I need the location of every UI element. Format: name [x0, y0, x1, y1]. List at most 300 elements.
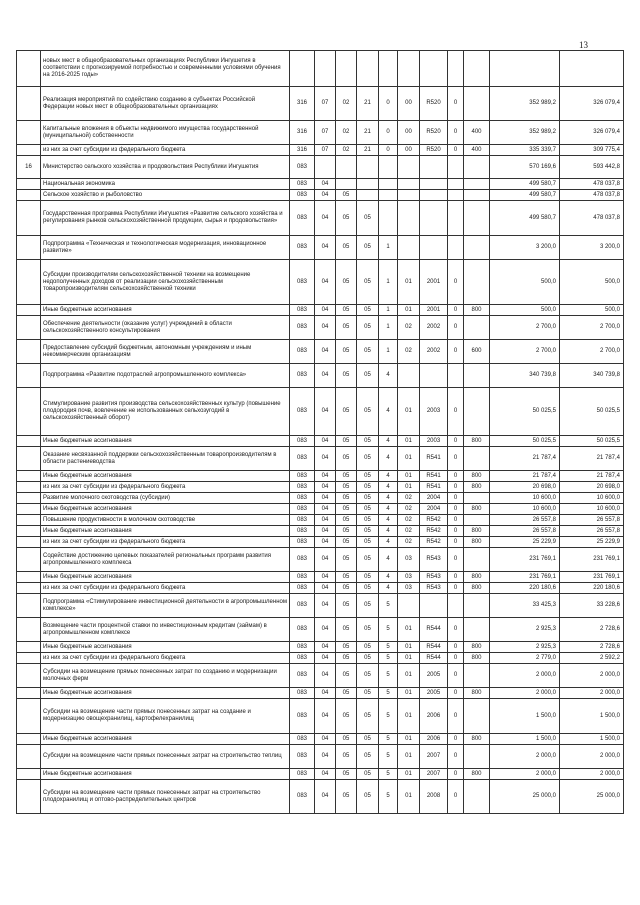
code-direction: R543: [420, 548, 448, 572]
amount-2020: 500,0: [560, 305, 624, 316]
code-digit: 0: [448, 526, 464, 537]
row-number: [17, 699, 41, 734]
table-row: [17, 653, 624, 664]
amount-2019: 50 025,5: [490, 436, 560, 447]
code-subsection: 05: [336, 618, 357, 642]
code-section: 04: [315, 699, 336, 734]
row-name: Иные бюджетные ассигнования: [41, 471, 290, 482]
code-subprogram: 4: [379, 583, 398, 594]
code-digit: 0: [448, 699, 464, 734]
code-subsection: 05: [336, 471, 357, 482]
row-name: Министерство сельского хозяйства и продовольствия Республики Ингушетия: [41, 156, 290, 179]
table-row: [17, 156, 624, 179]
code-event: 02: [398, 526, 420, 537]
code-digit: [448, 201, 464, 236]
amount-2020: 2 000,0: [560, 745, 624, 769]
code-digit: 0: [448, 537, 464, 548]
code-subprogram: 4: [379, 504, 398, 515]
row-number: [17, 201, 41, 236]
amount-2020: 25 000,0: [560, 780, 624, 814]
code-expense-type: 800: [464, 537, 490, 548]
code-program: 05: [357, 699, 379, 734]
code-digit: 0: [448, 87, 464, 121]
code-subprogram: 4: [379, 447, 398, 471]
code-ministry: 083: [290, 471, 315, 482]
code-expense-type: [464, 447, 490, 471]
row-number: [17, 121, 41, 145]
code-expense-type: [464, 190, 490, 201]
code-expense-type: 800: [464, 504, 490, 515]
code-direction: 2008: [420, 780, 448, 814]
code-section: 07: [315, 145, 336, 156]
code-subsection: 05: [336, 583, 357, 594]
amount-2019: 50 025,5: [490, 388, 560, 436]
amount-2020: 478 037,8: [560, 201, 624, 236]
row-number: [17, 572, 41, 583]
code-program: 05: [357, 436, 379, 447]
code-subprogram: 5: [379, 745, 398, 769]
code-event: [398, 201, 420, 236]
code-digit: 0: [448, 504, 464, 515]
table-row: [17, 699, 624, 734]
code-section: 04: [315, 236, 336, 260]
row-name: Субсидии на возмещение части прямых понесенных затрат на создание и модернизацию овощехранилищ, картофелехранилищ: [41, 699, 290, 734]
code-ministry: 083: [290, 156, 315, 179]
code-subprogram: 1: [379, 305, 398, 316]
amount-2019: 352 989,2: [490, 87, 560, 121]
code-ministry: 083: [290, 493, 315, 504]
amount-2019: 500,0: [490, 305, 560, 316]
code-event: [398, 156, 420, 179]
code-expense-type: [464, 87, 490, 121]
table-row: [17, 769, 624, 780]
code-expense-type: [464, 179, 490, 190]
table-row: [17, 664, 624, 688]
code-direction: R520: [420, 87, 448, 121]
amount-2020: 20 698,0: [560, 482, 624, 493]
code-subsection: 05: [336, 688, 357, 699]
amount-2020: 2 000,0: [560, 664, 624, 688]
code-subprogram: 5: [379, 688, 398, 699]
table-row: [17, 388, 624, 436]
row-number: [17, 745, 41, 769]
code-program: 05: [357, 305, 379, 316]
code-program: 05: [357, 688, 379, 699]
code-ministry: 083: [290, 653, 315, 664]
code-ministry: 316: [290, 121, 315, 145]
code-subsection: 05: [336, 388, 357, 436]
code-ministry: 083: [290, 179, 315, 190]
amount-2020: 2 700,0: [560, 340, 624, 364]
code-event: 01: [398, 436, 420, 447]
code-ministry: 316: [290, 87, 315, 121]
row-name: из них за счет субсидии из федерального бюджета: [41, 145, 290, 156]
code-digit: 0: [448, 572, 464, 583]
table-row: [17, 572, 624, 583]
amount-2019: 2 925,3: [490, 642, 560, 653]
budget-table: [16, 50, 624, 814]
code-section: 04: [315, 179, 336, 190]
code-section: 04: [315, 504, 336, 515]
code-ministry: 083: [290, 364, 315, 388]
table-row: [17, 340, 624, 364]
amount-2019: 220 180,6: [490, 583, 560, 594]
code-program: 05: [357, 471, 379, 482]
code-expense-type: [464, 699, 490, 734]
code-direction: R541: [420, 482, 448, 493]
code-subprogram: 0: [379, 145, 398, 156]
row-number: [17, 769, 41, 780]
amount-2019: 499 580,7: [490, 190, 560, 201]
row-name: Субсидии на возмещение прямых понесенных затрат по созданию и модернизации молочных ферм: [41, 664, 290, 688]
code-subsection: 05: [336, 364, 357, 388]
code-subsection: 05: [336, 572, 357, 583]
code-event: 01: [398, 653, 420, 664]
code-section: 04: [315, 515, 336, 526]
code-expense-type: [464, 316, 490, 340]
code-section: 04: [315, 471, 336, 482]
code-ministry: 083: [290, 583, 315, 594]
amount-2019: 2 779,0: [490, 653, 560, 664]
code-expense-type: 400: [464, 145, 490, 156]
code-subsection: 05: [336, 236, 357, 260]
code-direction: 2001: [420, 305, 448, 316]
code-section: 04: [315, 482, 336, 493]
amount-2019: 10 600,0: [490, 504, 560, 515]
code-digit: 0: [448, 653, 464, 664]
code-event: 02: [398, 493, 420, 504]
code-ministry: 083: [290, 618, 315, 642]
code-event: 01: [398, 664, 420, 688]
code-section: 04: [315, 305, 336, 316]
code-direction: [420, 190, 448, 201]
row-number: [17, 364, 41, 388]
code-ministry: 083: [290, 572, 315, 583]
amount-2019: 26 557,8: [490, 515, 560, 526]
row-number: [17, 236, 41, 260]
code-direction: R542: [420, 515, 448, 526]
code-subprogram: 0: [379, 121, 398, 145]
code-section: 04: [315, 340, 336, 364]
code-section: 04: [315, 526, 336, 537]
code-expense-type: 800: [464, 642, 490, 653]
code-subsection: 05: [336, 504, 357, 515]
code-subprogram: 1: [379, 236, 398, 260]
code-event: 01: [398, 699, 420, 734]
amount-2020: 2 700,0: [560, 316, 624, 340]
row-number: [17, 515, 41, 526]
code-expense-type: 800: [464, 482, 490, 493]
code-digit: 0: [448, 121, 464, 145]
amount-2020: 50 025,5: [560, 436, 624, 447]
code-subprogram: 5: [379, 618, 398, 642]
code-event: 01: [398, 482, 420, 493]
code-direction: 2006: [420, 734, 448, 745]
code-event: [398, 236, 420, 260]
code-subprogram: 5: [379, 664, 398, 688]
code-section: 04: [315, 436, 336, 447]
code-expense-type: 800: [464, 769, 490, 780]
code-subsection: 05: [336, 664, 357, 688]
row-name: Иные бюджетные ассигнования: [41, 642, 290, 653]
row-number: [17, 51, 41, 87]
row-number: [17, 583, 41, 594]
table-row: [17, 504, 624, 515]
code-subprogram: 4: [379, 572, 398, 583]
code-direction: R520: [420, 121, 448, 145]
code-subsection: 05: [336, 653, 357, 664]
row-name: Государственная программа Республики Ингушетия «Развитие сельского хозяйства и регулирования рынков сельскохозяйственной продукции, сырья и продовольствия»: [41, 201, 290, 236]
amount-2019: 335 339,7: [490, 145, 560, 156]
code-expense-type: [464, 388, 490, 436]
code-section: 04: [315, 618, 336, 642]
code-expense-type: [464, 493, 490, 504]
row-name: Подпрограмма «Стимулирование инвестиционной деятельности в агропромышленном комплексе»: [41, 594, 290, 618]
code-program: 05: [357, 780, 379, 814]
row-number: [17, 471, 41, 482]
code-program: 05: [357, 664, 379, 688]
table-row: [17, 305, 624, 316]
code-event: 01: [398, 388, 420, 436]
amount-2020: 2 728,6: [560, 618, 624, 642]
code-section: 04: [315, 583, 336, 594]
code-program: 05: [357, 388, 379, 436]
code-section: 04: [315, 653, 336, 664]
code-digit: 0: [448, 642, 464, 653]
table-row: [17, 493, 624, 504]
code-digit: 0: [448, 664, 464, 688]
code-direction: [420, 156, 448, 179]
row-name: Предоставление субсидий бюджетным, автономным учреждениям и иным некоммерческим организациям: [41, 340, 290, 364]
row-number: [17, 447, 41, 471]
row-name: Субсидии производителям сельскохозяйственной техники на возмещение недополученных доходов от реализации сельскохозяйственным товаропроизводителям сельскохозяйственной техники: [41, 260, 290, 305]
code-section: [315, 51, 336, 87]
row-number: [17, 388, 41, 436]
code-program: [357, 190, 379, 201]
code-expense-type: [464, 51, 490, 87]
code-program: 05: [357, 236, 379, 260]
table-row: [17, 526, 624, 537]
code-program: 05: [357, 493, 379, 504]
code-program: 05: [357, 769, 379, 780]
code-expense-type: [464, 594, 490, 618]
row-name: Повышение продуктивности в молочном скотоводстве: [41, 515, 290, 526]
amount-2019: [490, 51, 560, 87]
code-digit: 0: [448, 734, 464, 745]
code-event: 01: [398, 745, 420, 769]
table-row: [17, 688, 624, 699]
code-direction: R541: [420, 447, 448, 471]
amount-2020: 478 037,8: [560, 190, 624, 201]
code-ministry: 083: [290, 436, 315, 447]
amount-2020: 50 025,5: [560, 388, 624, 436]
code-expense-type: 800: [464, 583, 490, 594]
code-expense-type: [464, 618, 490, 642]
row-number: [17, 642, 41, 653]
code-ministry: 083: [290, 745, 315, 769]
code-program: 05: [357, 504, 379, 515]
code-program: 05: [357, 734, 379, 745]
code-event: 02: [398, 340, 420, 364]
code-section: [315, 156, 336, 179]
amount-2019: 10 600,0: [490, 493, 560, 504]
row-name: Обеспечение деятельности (оказание услуг) учреждений в области сельскохозяйственного консультирования: [41, 316, 290, 340]
table-row: [17, 201, 624, 236]
code-direction: 2001: [420, 260, 448, 305]
code-subsection: 05: [336, 548, 357, 572]
amount-2019: 499 580,7: [490, 179, 560, 190]
code-subsection: 05: [336, 642, 357, 653]
row-name: Иные бюджетные ассигнования: [41, 436, 290, 447]
code-digit: [448, 179, 464, 190]
table-row: [17, 548, 624, 572]
code-program: 05: [357, 745, 379, 769]
code-section: 04: [315, 642, 336, 653]
table-row: [17, 436, 624, 447]
code-section: 04: [315, 537, 336, 548]
amount-2020: 3 200,0: [560, 236, 624, 260]
row-number: [17, 340, 41, 364]
row-number: [17, 316, 41, 340]
row-name: из них за счет субсидии из федерального бюджета: [41, 583, 290, 594]
code-subprogram: 4: [379, 482, 398, 493]
table-row: [17, 447, 624, 471]
code-ministry: 083: [290, 537, 315, 548]
code-digit: [448, 156, 464, 179]
code-subsection: 05: [336, 201, 357, 236]
code-ministry: 083: [290, 305, 315, 316]
row-name: Иные бюджетные ассигнования: [41, 526, 290, 537]
code-subsection: 05: [336, 436, 357, 447]
row-name: Иные бюджетные ассигнования: [41, 305, 290, 316]
row-name: Сельское хозяйство и рыболовство: [41, 190, 290, 201]
amount-2019: 570 169,6: [490, 156, 560, 179]
code-ministry: 083: [290, 388, 315, 436]
table-row: [17, 583, 624, 594]
code-section: 04: [315, 447, 336, 471]
amount-2019: 231 769,1: [490, 572, 560, 583]
row-name: Оказание несвязанной поддержки сельскохозяйственным товаропроизводителям в области растениеводства: [41, 447, 290, 471]
code-program: 05: [357, 316, 379, 340]
code-subsection: 05: [336, 447, 357, 471]
code-event: 01: [398, 447, 420, 471]
row-number: [17, 493, 41, 504]
table-row: [17, 515, 624, 526]
code-subsection: 05: [336, 526, 357, 537]
code-digit: 0: [448, 305, 464, 316]
code-expense-type: 800: [464, 436, 490, 447]
code-digit: 0: [448, 769, 464, 780]
code-program: 05: [357, 594, 379, 618]
code-ministry: 083: [290, 664, 315, 688]
code-subsection: 05: [336, 190, 357, 201]
code-ministry: 083: [290, 190, 315, 201]
table-row: [17, 734, 624, 745]
code-event: 01: [398, 688, 420, 699]
amount-2019: 26 557,8: [490, 526, 560, 537]
code-ministry: 083: [290, 699, 315, 734]
amount-2019: 2 000,0: [490, 688, 560, 699]
row-number: [17, 734, 41, 745]
code-ministry: 083: [290, 504, 315, 515]
code-direction: R544: [420, 642, 448, 653]
code-ministry: 083: [290, 642, 315, 653]
table-row: [17, 51, 624, 87]
code-event: 03: [398, 548, 420, 572]
code-ministry: 083: [290, 734, 315, 745]
code-section: 04: [315, 316, 336, 340]
code-event: 01: [398, 305, 420, 316]
code-subsection: 05: [336, 340, 357, 364]
code-digit: [448, 236, 464, 260]
amount-2019: 1 500,0: [490, 734, 560, 745]
code-section: 04: [315, 664, 336, 688]
code-expense-type: [464, 780, 490, 814]
code-program: 05: [357, 572, 379, 583]
code-subprogram: 5: [379, 699, 398, 734]
code-event: 01: [398, 260, 420, 305]
code-direction: [420, 364, 448, 388]
code-program: 05: [357, 653, 379, 664]
code-event: 03: [398, 572, 420, 583]
code-ministry: 083: [290, 340, 315, 364]
amount-2019: 3 200,0: [490, 236, 560, 260]
amount-2020: 220 180,6: [560, 583, 624, 594]
code-digit: 0: [448, 583, 464, 594]
code-ministry: 083: [290, 236, 315, 260]
table-row: [17, 537, 624, 548]
code-ministry: 083: [290, 769, 315, 780]
code-event: 01: [398, 618, 420, 642]
code-subsection: 05: [336, 769, 357, 780]
row-name: из них за счет субсидии из федерального бюджета: [41, 653, 290, 664]
amount-2019: 25 000,0: [490, 780, 560, 814]
code-direction: 2007: [420, 745, 448, 769]
amount-2019: 2 000,0: [490, 664, 560, 688]
code-direction: R544: [420, 653, 448, 664]
code-event: 02: [398, 504, 420, 515]
amount-2019: 1 500,0: [490, 699, 560, 734]
code-program: 05: [357, 618, 379, 642]
code-subsection: 05: [336, 515, 357, 526]
code-direction: 2002: [420, 340, 448, 364]
code-ministry: 083: [290, 482, 315, 493]
amount-2020: 26 557,8: [560, 526, 624, 537]
code-direction: 2003: [420, 436, 448, 447]
amount-2019: 21 787,4: [490, 471, 560, 482]
code-event: 00: [398, 121, 420, 145]
table-row: [17, 364, 624, 388]
table-row: [17, 190, 624, 201]
code-subsection: 02: [336, 121, 357, 145]
code-direction: [420, 51, 448, 87]
code-subsection: 02: [336, 145, 357, 156]
row-number: [17, 688, 41, 699]
code-ministry: 316: [290, 145, 315, 156]
code-subprogram: [379, 179, 398, 190]
code-digit: 0: [448, 745, 464, 769]
code-digit: 0: [448, 515, 464, 526]
code-subprogram: [379, 190, 398, 201]
amount-2019: 2 700,0: [490, 316, 560, 340]
code-event: 01: [398, 780, 420, 814]
table-row: [17, 260, 624, 305]
amount-2019: 352 989,2: [490, 121, 560, 145]
code-event: [398, 364, 420, 388]
code-program: 05: [357, 526, 379, 537]
code-digit: 0: [448, 340, 464, 364]
row-name: Капитальные вложения в объекты недвижимого имущества государственной (муниципальной) собственности: [41, 121, 290, 145]
